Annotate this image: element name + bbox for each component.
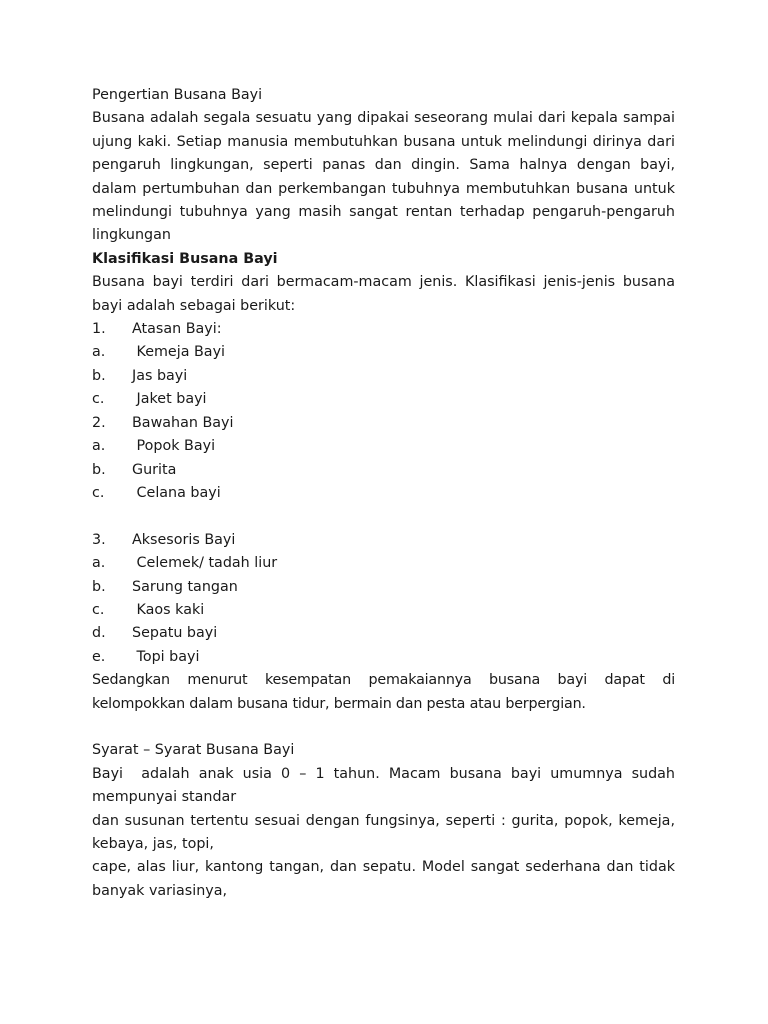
list-item bbox=[92, 365, 675, 388]
paragraph-syarat-line-2: dan susunan tertentu sesuai dengan fungsinya, seperti : gurita, popok, kemeja, kebaya, jas, topi, bbox=[92, 812, 675, 852]
list-item-label: Topi bayi bbox=[132, 648, 200, 665]
list-marker: c. bbox=[92, 484, 105, 501]
list-marker: a. bbox=[92, 344, 106, 361]
list-item bbox=[92, 552, 675, 575]
paragraph-syarat-line-1: Bayi adalah anak usia 0 – 1 tahun. Macam busana bayi umumnya sudah mempunyai standar bbox=[92, 765, 680, 806]
list-item-label: Sepatu bayi bbox=[132, 625, 218, 642]
list-item-label: Gurita bbox=[132, 461, 177, 478]
list-item bbox=[92, 435, 675, 458]
list-item-label: Kaos kaki bbox=[132, 601, 205, 618]
paragraph-pengertian: Busana adalah segala sesuatu yang dipakai seseorang mulai dari kepala sampai ujung kaki. Setiap manusia membutuhkan busana untuk melindungi dirinya dari pengaruh lingkungan, seperti panas dan dingin. Sama halnya dengan bayi, dalam pertumbuhan dan perkembangan tubuhnya membutuhkan busana untuk melindungi tubuhnya yang masih sangat rentan terhadap pengaruh-pengaruh lingkungan bbox=[92, 110, 675, 244]
list-item bbox=[92, 388, 675, 411]
list-marker: 2. bbox=[92, 414, 106, 431]
list-group-aksesoris bbox=[92, 529, 675, 552]
list-item-label: Celemek/ tadah liur bbox=[132, 555, 278, 572]
list-item-label: Jaket bayi bbox=[132, 391, 207, 408]
list-group-label: Atasan Bayi: bbox=[132, 321, 222, 338]
list-item bbox=[92, 622, 675, 645]
list-item-label: Popok Bayi bbox=[132, 438, 216, 455]
list-marker: b. bbox=[92, 367, 106, 384]
section-title-syarat: Syarat – Syarat Busana Bayi bbox=[92, 742, 295, 759]
list-group-label: Bawahan Bayi bbox=[132, 414, 234, 431]
section-title-klasifikasi: Klasifikasi Busana Bayi bbox=[92, 250, 278, 267]
list-marker: b. bbox=[92, 461, 106, 478]
paragraph-klasifikasi-closing: Sedangkan menurut kesempatan pemakaiannya busana bayi dapat di kelompokkan dalam busana tidur, bermain dan pesta atau berpergian. bbox=[92, 672, 675, 712]
list-group-label: Aksesoris Bayi bbox=[132, 531, 236, 548]
list-marker: a. bbox=[92, 438, 106, 455]
list-item bbox=[92, 482, 675, 505]
list-marker: 3. bbox=[92, 531, 106, 548]
list-item-label: Celana bayi bbox=[132, 484, 221, 501]
list-marker: e. bbox=[92, 648, 106, 665]
paragraph-klasifikasi-intro: Busana bayi terdiri dari bermacam-macam jenis. Klasifikasi jenis-jenis busana bayi adalah sebagai berikut: bbox=[92, 274, 675, 314]
list-marker: c. bbox=[92, 601, 105, 618]
section-title-pengertian: Pengertian Busana Bayi bbox=[92, 87, 263, 103]
list-marker: 1. bbox=[92, 321, 106, 338]
list-group-atasan bbox=[92, 318, 675, 341]
list-group-bawahan bbox=[92, 412, 675, 435]
blank-line bbox=[92, 716, 675, 739]
list-marker: d. bbox=[92, 625, 106, 642]
list-marker: a. bbox=[92, 555, 106, 572]
list-item bbox=[92, 576, 675, 599]
list-marker: c. bbox=[92, 391, 105, 408]
list-item bbox=[92, 459, 675, 482]
paragraph-syarat-line-3: cape, alas liur, kantong tangan, dan sepatu. Model sangat sederhana dan tidak banyak variasinya, bbox=[92, 859, 675, 899]
list-item bbox=[92, 599, 675, 622]
list-item bbox=[92, 646, 675, 669]
list-marker: b. bbox=[92, 578, 106, 595]
list-item-label: Sarung tangan bbox=[132, 578, 238, 595]
blank-line bbox=[92, 505, 675, 528]
list-item-label: Jas bayi bbox=[132, 367, 188, 384]
document-page bbox=[92, 84, 680, 903]
list-item-label: Kemeja Bayi bbox=[132, 344, 226, 361]
list-item bbox=[92, 341, 675, 364]
